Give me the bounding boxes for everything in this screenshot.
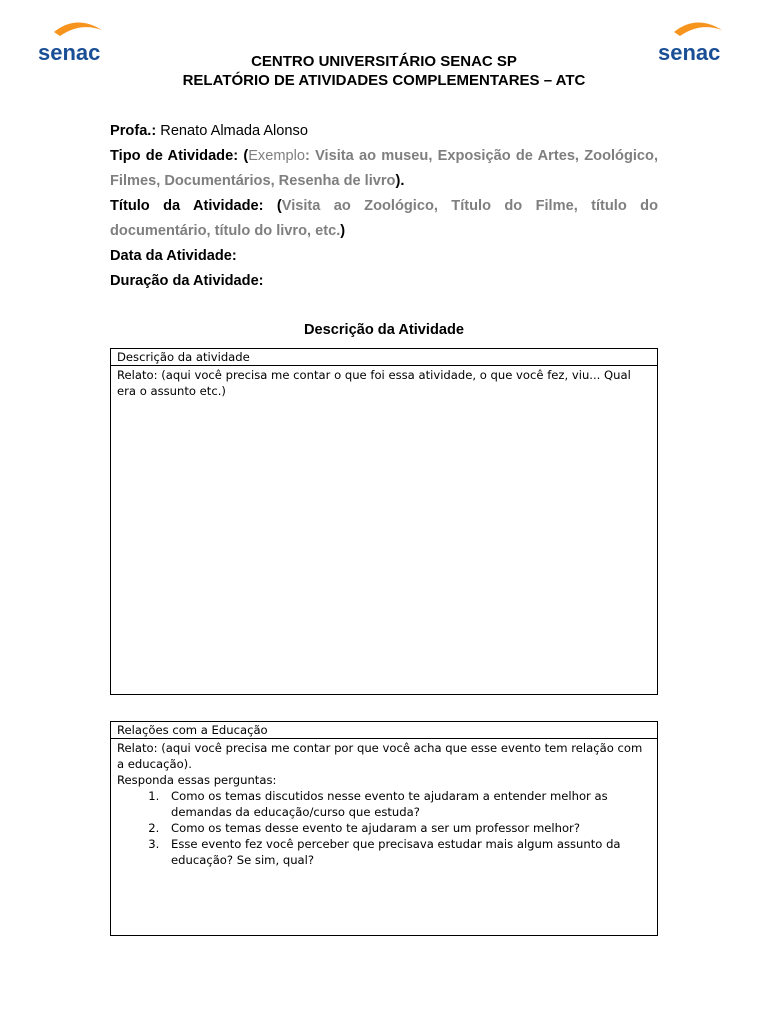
duracao-atividade-label: Duração da Atividade: bbox=[110, 273, 264, 289]
svg-text:senac: senac bbox=[658, 40, 721, 64]
titulo-example-text: Visita ao Zoológico, Título do Filme, título do documentário, título do livro, etc. bbox=[110, 198, 658, 239]
professor-label: Profa.: bbox=[110, 123, 157, 139]
titulo-close: ) bbox=[340, 223, 346, 239]
tipo-atividade-field bbox=[110, 144, 658, 194]
header-title-line2: RELATÓRIO DE ATIVIDADES COMPLEMENTARES – ATC bbox=[182, 72, 586, 89]
section-title: Descrição da Atividade bbox=[303, 322, 465, 338]
relacoes-box-body[interactable] bbox=[111, 739, 657, 868]
professor-field bbox=[110, 119, 658, 144]
tipo-atividade-label: Tipo de Atividade: ( bbox=[110, 148, 249, 164]
relacoes-prompt-text: Responda essas perguntas: bbox=[117, 773, 277, 787]
list-item: 3. Esse evento fez você perceber que precisava estudar mais algum assunto da educação? Se sim, qual? bbox=[163, 836, 651, 868]
relacoes-box bbox=[110, 721, 658, 936]
descricao-relato-text: Relato: (aqui você precisa me contar o que foi essa atividade, o que você fez, viu... Qual era o assunto etc.) bbox=[117, 368, 631, 398]
tipo-example-text: : Visita ao museu, Exposição de Artes, Zoológico, Filmes, Documentários, Resenha de livro bbox=[110, 148, 659, 189]
titulo-atividade-field bbox=[110, 194, 658, 244]
list-item: 1. Como os temas discutidos nesse evento te ajudaram a entender melhor as demandas da educação/curso que estuda? bbox=[163, 788, 651, 820]
professor-value: Renato Almada Alonso bbox=[156, 123, 308, 139]
list-item: 2. Como os temas desse evento te ajudaram a ser um professor melhor? bbox=[163, 820, 651, 836]
tipo-example-label: Exemplo bbox=[248, 148, 305, 164]
descricao-box-header: Descrição da atividade bbox=[111, 349, 657, 366]
document-header bbox=[0, 52, 768, 90]
relacoes-box-header: Relações com a Educação bbox=[111, 722, 657, 739]
titulo-atividade-label: Título da Atividade: ( bbox=[110, 198, 282, 214]
questions-list bbox=[117, 788, 651, 868]
tipo-close: ). bbox=[395, 173, 405, 189]
activity-fields bbox=[110, 119, 658, 294]
relacoes-relato-text: Relato: (aqui você precisa me contar por que você acha que esse evento tem relação com a educação). bbox=[117, 741, 643, 771]
descricao-box bbox=[110, 348, 658, 695]
svg-text:senac: senac bbox=[38, 40, 101, 64]
header-title-line1: CENTRO UNIVERSITÁRIO SENAC SP bbox=[251, 53, 517, 70]
descricao-box-body[interactable] bbox=[111, 366, 657, 399]
data-atividade-label: Data da Atividade: bbox=[110, 248, 237, 264]
